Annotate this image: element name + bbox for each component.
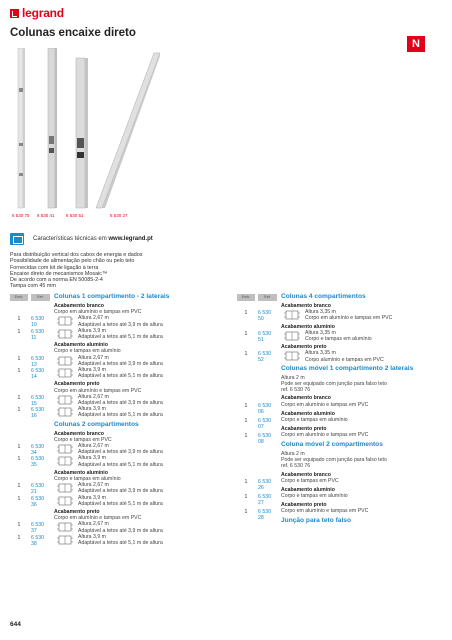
emb-value: 1 bbox=[17, 534, 21, 541]
finish-title: Acabamento branco bbox=[54, 430, 104, 437]
emb-value: 1 bbox=[244, 509, 248, 516]
ref-value: 6 530 10 bbox=[31, 316, 44, 329]
emb-value: 1 bbox=[244, 433, 248, 439]
ref-value: 6 530 26 bbox=[258, 478, 271, 491]
finish-title: Acabamento preto bbox=[54, 381, 100, 388]
technical-info-link[interactable]: www.legrand.pt bbox=[108, 236, 153, 242]
section-title: Coluna móvel 2 compartimentos bbox=[281, 441, 383, 448]
description-line: Fornecidas com kit de ligação à terra bbox=[10, 264, 99, 271]
row-details bbox=[78, 355, 163, 367]
row-details bbox=[305, 350, 384, 362]
detail-line: Adaptável a tetos até 5,1 m de altura bbox=[78, 412, 163, 419]
finish-title: Acabamento alumínio bbox=[54, 342, 108, 349]
column-section-icon bbox=[56, 328, 74, 340]
ref-value: 6 530 07 bbox=[258, 417, 271, 430]
column-section-icon bbox=[56, 367, 74, 379]
page-number: 644 bbox=[10, 621, 21, 628]
ref-value: 6 530 27 bbox=[258, 494, 271, 507]
intro-line: Altura 2 m bbox=[281, 374, 305, 381]
finish-title: Acabamento preto bbox=[281, 502, 327, 509]
finish-group bbox=[10, 342, 220, 379]
emb-value: 1 bbox=[244, 494, 248, 501]
detail-line: Altura 3,9 m bbox=[78, 494, 106, 501]
brand-logo bbox=[10, 6, 64, 20]
row-details bbox=[78, 328, 163, 340]
description-line: De acordo com a norma EN 50085-2-4 bbox=[10, 277, 103, 284]
column-section-icon bbox=[56, 406, 74, 418]
table-row bbox=[10, 495, 220, 507]
detail-line: Altura 2,67 m bbox=[78, 482, 109, 489]
column-section-icon bbox=[56, 443, 74, 455]
table-row bbox=[10, 534, 220, 546]
row-details bbox=[305, 309, 392, 321]
row-details: Corpo e tampas em alumínio bbox=[281, 416, 348, 423]
detail-line: Adaptável a tetos até 3,9 m de altura bbox=[78, 449, 163, 456]
header-emb: Emb. bbox=[10, 294, 28, 301]
row-details bbox=[78, 455, 163, 467]
finish-title: Acabamento branco bbox=[54, 303, 104, 309]
row-details bbox=[78, 534, 163, 546]
section-title: Colunas móvel 1 compartimento 2 laterais bbox=[281, 364, 414, 372]
finish-group bbox=[237, 344, 447, 363]
table-row bbox=[237, 330, 447, 342]
detail-line: Adaptável a tetos até 3,9 m de altura bbox=[78, 399, 163, 406]
detail-line: Altura 3,9 m bbox=[78, 455, 106, 462]
intro-line: Altura 2 m bbox=[281, 451, 305, 457]
detail-line: Corpo em alumínio e tampas em PVC bbox=[305, 315, 393, 322]
description-line: Encaixe direto de mecanismos Mosaic™ bbox=[10, 270, 108, 277]
emb-value: 1 bbox=[17, 328, 21, 335]
finish-title: Acabamento branco bbox=[281, 395, 331, 402]
row-details: Corpo e tampas em alumínio bbox=[281, 493, 348, 500]
emb-value: 1 bbox=[17, 483, 21, 490]
section-intro bbox=[237, 451, 447, 470]
finish-group bbox=[10, 509, 220, 546]
technical-info-prefix: Características técnicas em bbox=[33, 236, 109, 242]
ref-value: 6 530 14 bbox=[31, 367, 44, 380]
column-section-icon bbox=[283, 330, 301, 342]
description-line: Tampa com 45 mm bbox=[10, 283, 56, 290]
detail-line: Adaptável a tetos até 5,1 m de altura bbox=[78, 461, 163, 468]
emb-value: 1 bbox=[17, 367, 21, 374]
intro-line: ref. 6 530 76 bbox=[281, 387, 311, 394]
catalog-icon bbox=[10, 233, 24, 245]
ref-value: 6 530 13 bbox=[31, 355, 44, 368]
table-row bbox=[10, 443, 220, 455]
emb-value: 1 bbox=[244, 310, 248, 317]
finish-title: Acabamento branco bbox=[281, 471, 331, 478]
description-line: Para distribuição vertical dos cabos de energia e dados bbox=[10, 252, 143, 258]
ref-value: 6 530 35 bbox=[31, 456, 44, 469]
ref-value: 6 530 28 bbox=[258, 509, 271, 522]
row-details bbox=[78, 443, 163, 455]
column-section-icon bbox=[56, 495, 74, 507]
table-row bbox=[10, 455, 220, 467]
header-ref: Ref. bbox=[258, 294, 277, 301]
detail-line: Altura 2,67 m bbox=[78, 315, 109, 322]
photo-ref-1: 6 530 75 bbox=[12, 213, 30, 218]
finish-group bbox=[10, 303, 220, 340]
row-details bbox=[78, 482, 163, 494]
product-description bbox=[10, 252, 142, 290]
intro-line: Pode ser equipado com junção para falso teto bbox=[281, 380, 387, 387]
table-row bbox=[10, 328, 220, 340]
emb-value: 1 bbox=[17, 316, 21, 323]
finish-group bbox=[237, 303, 447, 322]
row-details: Corpo em alumínio e tampas em PVC bbox=[281, 432, 369, 438]
ref-value: 6 530 16 bbox=[31, 407, 44, 420]
column-image-2 bbox=[48, 48, 57, 208]
row-details bbox=[78, 495, 163, 507]
row-details: Corpo em alumínio e tampas em PVC bbox=[281, 401, 369, 408]
section-intro bbox=[237, 375, 447, 394]
detail-line: Adaptável a tetos até 5,1 m de altura bbox=[78, 539, 163, 546]
intro-line: ref. 6 530 76 bbox=[281, 463, 311, 470]
emb-value: 1 bbox=[17, 443, 21, 450]
table-row bbox=[10, 367, 220, 379]
detail-line: Adaptável a tetos até 3,9 m de altura bbox=[78, 321, 163, 328]
finish-title: Acabamento alumínio bbox=[281, 410, 335, 417]
right-column-body bbox=[237, 303, 447, 525]
row-details bbox=[78, 394, 163, 406]
ref-value: 6 530 15 bbox=[31, 394, 44, 407]
table-row bbox=[237, 309, 447, 321]
finish-title: Acabamento branco bbox=[281, 303, 331, 309]
column-section-icon bbox=[56, 394, 74, 406]
detail-line: Adaptável a tetos até 3,9 m de altura bbox=[78, 527, 163, 534]
description-line: Possibilidade de alimentação pelo chão ou pelo teto bbox=[10, 258, 135, 265]
ref-value: 6 530 52 bbox=[258, 351, 271, 364]
table-row bbox=[237, 350, 447, 362]
header-emb: Emb. bbox=[237, 294, 255, 301]
finish-subtitle: Corpo e tampas em alumínio bbox=[54, 348, 121, 355]
header-ref: Ref. bbox=[31, 294, 50, 301]
photo-ref-4: 6 530 27 bbox=[110, 213, 128, 218]
row-details bbox=[78, 521, 163, 533]
finish-group bbox=[237, 324, 447, 343]
row-details: Corpo e tampas em PVC bbox=[281, 477, 339, 484]
detail-line: Altura 3,9 m bbox=[78, 327, 106, 334]
emb-value: 1 bbox=[17, 355, 21, 362]
detail-line: Altura 2,67 m bbox=[78, 393, 109, 400]
table-row bbox=[10, 521, 220, 533]
section-title: Colunas 1 compartimento - 2 laterais bbox=[54, 293, 170, 300]
finish-subtitle: Corpo em alumínio e tampas em PVC bbox=[54, 387, 142, 394]
photo-ref-3: 6 530 51 bbox=[66, 213, 84, 218]
finish-subtitle: Corpo em alumínio e tampas em PVC bbox=[54, 515, 142, 522]
emb-value: 1 bbox=[244, 402, 248, 409]
product-photo bbox=[10, 48, 160, 218]
photo-ref-2: 6 530 41 bbox=[37, 213, 55, 218]
column-section-icon bbox=[56, 315, 74, 327]
detail-line: Altura 3,35 m bbox=[305, 350, 336, 357]
ref-value: 6 530 21 bbox=[31, 483, 44, 496]
row-details: Corpo em alumínio e tampas em PVC bbox=[281, 508, 369, 515]
detail-line: Adaptável a tetos até 3,9 m de altura bbox=[78, 360, 163, 367]
finish-title: Acabamento alumínio bbox=[281, 486, 335, 493]
section-title: Junção para teto falso bbox=[281, 517, 351, 525]
technical-info bbox=[33, 236, 153, 242]
table-row bbox=[10, 394, 220, 406]
ref-value: 6 530 50 bbox=[258, 310, 271, 323]
emb-value: 1 bbox=[244, 417, 248, 424]
column-image-1 bbox=[18, 48, 25, 208]
detail-line: Adaptável a tetos até 5,1 m de altura bbox=[78, 500, 163, 507]
detail-line: Altura 3,9 m bbox=[78, 366, 106, 373]
finish-group bbox=[10, 470, 220, 507]
emb-value: 1 bbox=[244, 351, 248, 358]
ref-value: 6 530 06 bbox=[258, 402, 271, 415]
section-badge: N bbox=[407, 36, 425, 52]
detail-line: Altura 3,9 m bbox=[78, 533, 106, 540]
emb-value: 1 bbox=[17, 394, 21, 401]
detail-line: Adaptável a tetos até 3,9 m de altura bbox=[78, 488, 163, 495]
emb-value: 1 bbox=[17, 456, 21, 463]
row-details bbox=[78, 367, 163, 379]
detail-line: Altura 3,9 m bbox=[78, 406, 106, 413]
emb-value: 1 bbox=[244, 330, 248, 337]
column-section-icon bbox=[283, 309, 301, 321]
finish-title: Acabamento preto bbox=[281, 425, 327, 432]
ref-value: 6 530 37 bbox=[31, 522, 44, 535]
detail-line: Corpo alumínio e tampas em PVC bbox=[305, 356, 384, 363]
detail-line: Altura 2,67 m bbox=[78, 354, 109, 361]
column-section-icon bbox=[56, 534, 74, 546]
column-section-icon bbox=[283, 350, 301, 362]
logo-mark-icon bbox=[10, 9, 19, 18]
section-title: Colunas 4 compartimentos bbox=[281, 293, 366, 300]
table-row bbox=[10, 315, 220, 327]
table-row bbox=[10, 406, 220, 418]
detail-line: Altura 3,35 m bbox=[305, 329, 336, 336]
detail-line: Altura 3,35 m bbox=[305, 309, 336, 316]
finish-subtitle: Corpo e tampas em alumínio bbox=[54, 475, 121, 482]
ref-value: 6 530 08 bbox=[258, 433, 271, 445]
intro-line: Pode ser equipado com junção para falso teto bbox=[281, 457, 387, 464]
finish-group bbox=[10, 431, 220, 468]
table-row bbox=[10, 355, 220, 367]
emb-value: 1 bbox=[244, 478, 248, 485]
emb-value: 1 bbox=[17, 522, 21, 529]
ref-value: 6 530 36 bbox=[31, 495, 44, 508]
brand-name: legrand bbox=[22, 6, 64, 20]
emb-value: 1 bbox=[17, 407, 21, 414]
detail-line: Adaptável a tetos até 5,1 m de altura bbox=[78, 373, 163, 380]
column-image-3 bbox=[76, 58, 88, 208]
row-details bbox=[305, 330, 372, 342]
section-title: Colunas 2 compartimentos bbox=[54, 420, 139, 428]
table-header bbox=[237, 292, 447, 303]
finish-group bbox=[10, 381, 220, 418]
row-details bbox=[78, 315, 163, 327]
finish-subtitle: Corpo em alumínio e tampas em PVC bbox=[54, 309, 142, 316]
page-title: Colunas encaixe direto bbox=[10, 27, 136, 39]
left-column-body bbox=[10, 303, 220, 546]
column-image-4 bbox=[96, 53, 160, 208]
column-section-icon bbox=[56, 521, 74, 533]
table-row bbox=[10, 482, 220, 494]
finish-title: Acabamento preto bbox=[54, 508, 100, 515]
left-column bbox=[10, 292, 220, 548]
right-column bbox=[237, 292, 447, 527]
detail-line: Altura 2,67 m bbox=[78, 442, 109, 449]
emb-value: 1 bbox=[17, 495, 21, 502]
column-section-icon bbox=[56, 355, 74, 367]
row-details bbox=[78, 406, 163, 418]
detail-line: Adaptável a tetos até 5,1 m de altura bbox=[78, 334, 163, 340]
ref-value: 6 530 34 bbox=[31, 443, 44, 456]
ref-value: 6 530 11 bbox=[31, 328, 44, 341]
table-header bbox=[10, 292, 220, 303]
finish-subtitle: Corpo e tampas em PVC bbox=[54, 436, 112, 443]
column-section-icon bbox=[56, 455, 74, 467]
finish-title: Acabamento alumínio bbox=[281, 323, 335, 330]
ref-value: 6 530 51 bbox=[258, 330, 271, 343]
ref-value: 6 530 38 bbox=[31, 534, 44, 547]
column-section-icon bbox=[56, 482, 74, 494]
finish-title: Acabamento preto bbox=[281, 344, 327, 351]
finish-title: Acabamento alumínio bbox=[54, 469, 108, 476]
detail-line: Corpo e tampas em alumínio bbox=[305, 336, 372, 342]
detail-line: Altura 2,67 m bbox=[78, 521, 109, 528]
